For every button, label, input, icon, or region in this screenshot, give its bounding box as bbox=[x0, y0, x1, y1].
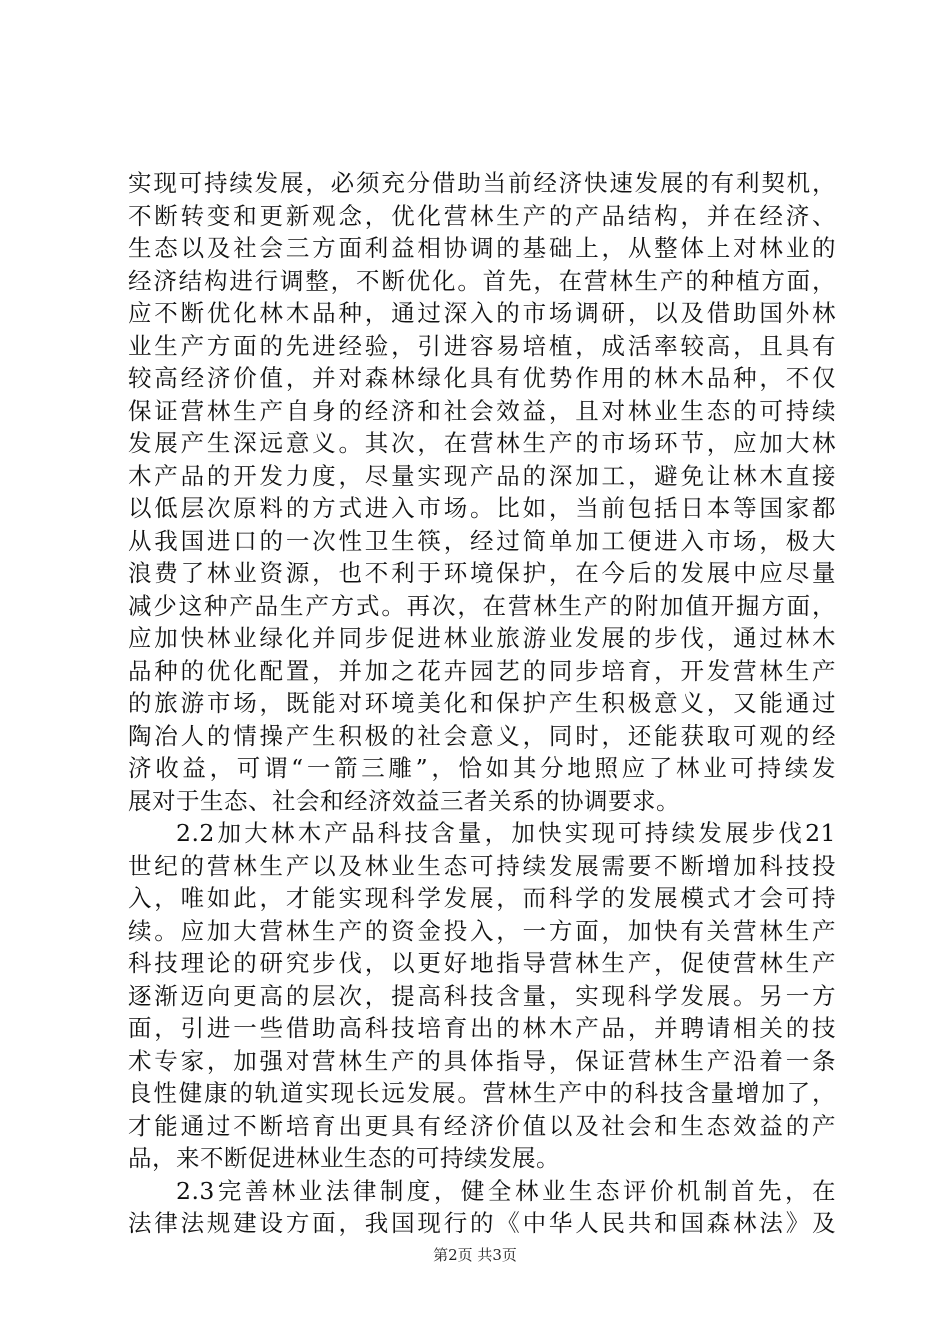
text-line: 法律法规建设方面，我国现行的《中华人民共和国森林法》及 bbox=[128, 1209, 836, 1237]
text-line: 应不断优化林木品种，通过深入的市场调研，以及借助国外林 bbox=[128, 299, 836, 327]
text-line: 生态以及社会三方面利益相协调的基础上，从整体上对林业的 bbox=[128, 234, 836, 262]
text-line: 发展产生深远意义。其次，在营林生产的市场环节，应加大林 bbox=[128, 429, 836, 457]
text-line: 较高经济价值，并对森林绿化具有优势作用的林木品种，不仅 bbox=[128, 364, 836, 392]
section-heading-line: 2.2加大林木产品科技含量，加快实现可持续发展步伐21 bbox=[176, 819, 836, 847]
paragraph-sustainable-development bbox=[128, 167, 836, 817]
text-line: 品种的优化配置，并加之花卉园艺的同步培育，开发营林生产 bbox=[128, 656, 836, 685]
text-line: 才能通过不断培育出更具有经济价值以及社会和生态效益的产 bbox=[128, 1111, 836, 1140]
text-line: 浪费了林业资源，也不利于环境保护，在今后的发展中应尽量 bbox=[128, 559, 836, 587]
text-line: 续。应加大营林生产的资金投入，一方面，加快有关营林生产 bbox=[128, 916, 836, 945]
text-line: 良性健康的轨道实现长远发展。营林生产中的科技含量增加了， bbox=[128, 1079, 836, 1107]
text-line: 入，唯如此，才能实现科学发展，而科学的发展模式才会可持 bbox=[128, 884, 836, 912]
text-line: 减少这种产品生产方式。再次，在营林生产的附加值开掘方面， bbox=[128, 591, 836, 620]
section-heading-line: 2.3完善林业法律制度，健全林业生态评价机制首先，在 bbox=[176, 1176, 836, 1205]
text-line: 业生产方面的先进经验，引进容易培植，成活率较高，且具有 bbox=[128, 331, 836, 360]
text-line: 以低层次原料的方式进入市场。比如，当前包括日本等国家都 bbox=[128, 494, 836, 522]
text-line: 世纪的营林生产以及林业生态可持续发展需要不断增加科技投 bbox=[128, 851, 836, 880]
text-line: 实现可持续发展，必须充分借助当前经济快速发展的有利契机， bbox=[128, 169, 836, 197]
text-line: 应加快林业绿化并同步促进林业旅游业发展的步伐，通过林木 bbox=[128, 624, 836, 652]
text-line: 品，来不断促进林业生态的可持续发展。 bbox=[128, 1144, 560, 1172]
text-line: 逐渐迈向更高的层次，提高科技含量，实现科学发展。另一方 bbox=[128, 981, 836, 1010]
paragraph-section-2-2 bbox=[128, 817, 836, 1175]
text-line: 从我国进口的一次性卫生筷，经过简单加工便进入市场，极大 bbox=[128, 526, 836, 555]
text-line: 保证营林生产自身的经济和社会效益，且对林业生态的可持续 bbox=[128, 396, 836, 425]
text-line: 的旅游市场，既能对环境美化和保护产生积极意义，又能通过 bbox=[128, 689, 836, 717]
text-line: 不断转变和更新观念，优化营林生产的产品结构，并在经济、 bbox=[128, 201, 836, 230]
text-line: 科技理论的研究步伐，以更好地指导营林生产，促使营林生产 bbox=[128, 949, 836, 977]
text-line: 术专家，加强对营林生产的具体指导，保证营林生产沿着一条 bbox=[128, 1046, 836, 1075]
text-line: 展对于生态、社会和经济效益三者关系的协调要求。 bbox=[128, 786, 680, 815]
text-line: 面，引进一些借助高科技培育出的林木产品，并聘请相关的技 bbox=[128, 1014, 836, 1042]
page-footer bbox=[0, 1245, 950, 1265]
document-body bbox=[128, 167, 836, 1240]
paragraph-section-2-3 bbox=[128, 1175, 836, 1240]
text-line: 陶冶人的情操产生积极的社会意义，同时，还能获取可观的经 bbox=[128, 721, 836, 750]
text-line: 木产品的开发力度，尽量实现产品的深加工，避免让林木直接 bbox=[128, 461, 836, 490]
text-line: 经济结构进行调整，不断优化。首先，在营林生产的种植方面， bbox=[128, 266, 836, 295]
page-number-label: 第2页 共3页 bbox=[433, 1246, 517, 1264]
text-line: 济收益，可谓“一箭三雕”，恰如其分地照应了林业可持续发 bbox=[128, 754, 836, 782]
